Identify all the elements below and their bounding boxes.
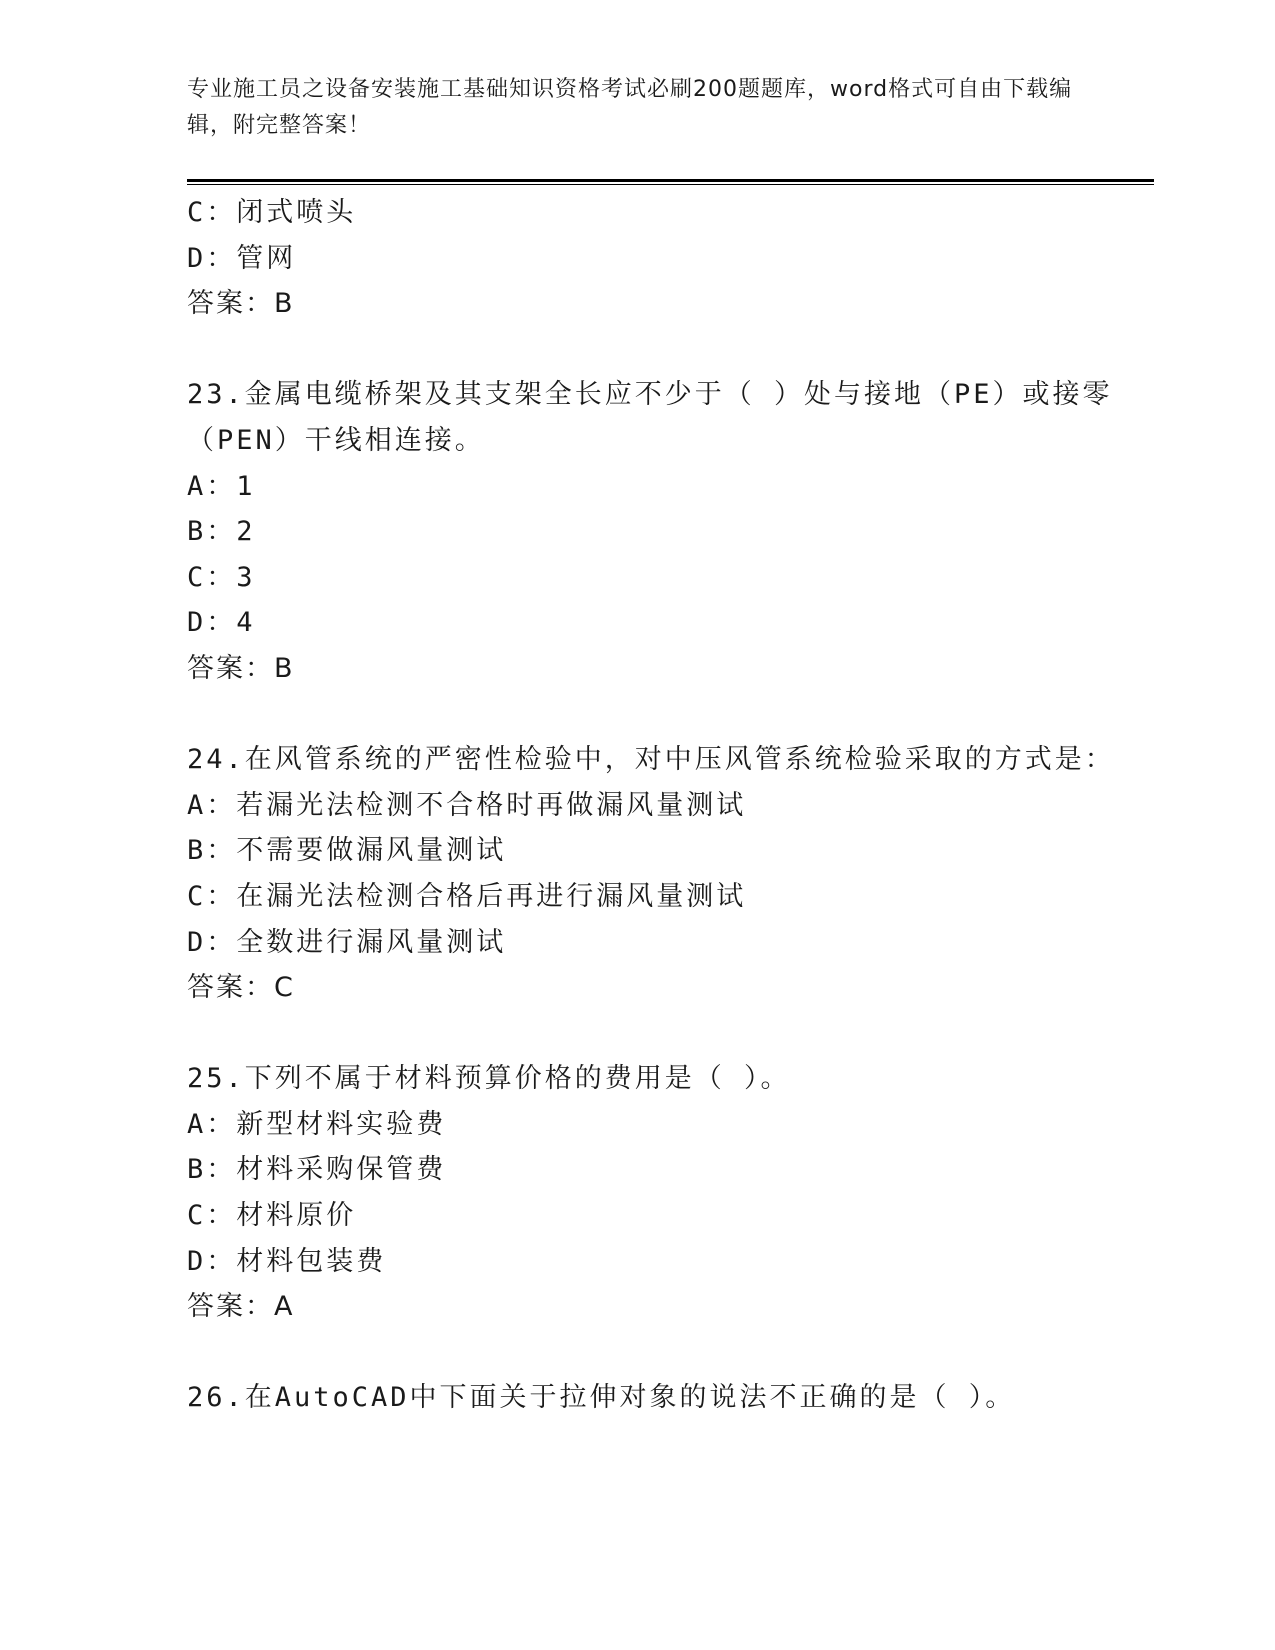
option-d: D：管网	[187, 242, 297, 274]
question-23-option-c: C：3	[187, 561, 256, 593]
question-23-option-d: D：4	[187, 607, 256, 639]
question-25-stem: 25.下列不属于材料预算价格的费用是（ ）。	[187, 1063, 791, 1095]
header-rule-thick	[187, 179, 1154, 182]
question-23-stem: 23.金属电缆桥架及其支架全长应不少于（ ）处与接地（PE）或接零（PEN）干线相连接。	[187, 379, 1113, 456]
question-26-stem: 26.在AutoCAD中下面关于拉伸对象的说法不正确的是（ ）。	[187, 1382, 1016, 1414]
answer-line: 答案：B	[187, 288, 295, 320]
question-25-option-c: C：材料原价	[187, 1200, 357, 1232]
document-header: 专业施工员之设备安装施工基础知识资格考试必刷200题题库，word格式可自由下载编辑，附完整答案！	[187, 77, 1073, 138]
question-25-option-b: B：材料采购保管费	[187, 1154, 447, 1186]
question-25-option-d: D：材料包装费	[187, 1245, 387, 1277]
question-24-option-b: B：不需要做漏风量测试	[187, 835, 507, 867]
question-list	[187, 190, 1147, 1421]
header-rule-thin	[187, 184, 1154, 185]
question-24-answer: 答案：C	[187, 972, 295, 1004]
option-c: C：闭式喷头	[187, 197, 357, 228]
question-25-answer: 答案：A	[187, 1291, 295, 1323]
question-24-option-c: C：在漏光法检测合格后再进行漏风量测试	[187, 880, 747, 912]
question-23-option-a: A：1	[187, 470, 256, 502]
question-25-option-a: A：新型材料实验费	[187, 1108, 447, 1140]
question-24-option-d: D：全数进行漏风量测试	[187, 926, 507, 958]
question-24-option-a: A：若漏光法检测不合格时再做漏风量测试	[187, 789, 747, 821]
question-23-answer: 答案：B	[187, 652, 295, 684]
question-23-option-b: B：2	[187, 516, 256, 548]
question-24-stem: 24.在风管系统的严密性检验中，对中压风管系统检验采取的方式是：	[187, 744, 1115, 776]
